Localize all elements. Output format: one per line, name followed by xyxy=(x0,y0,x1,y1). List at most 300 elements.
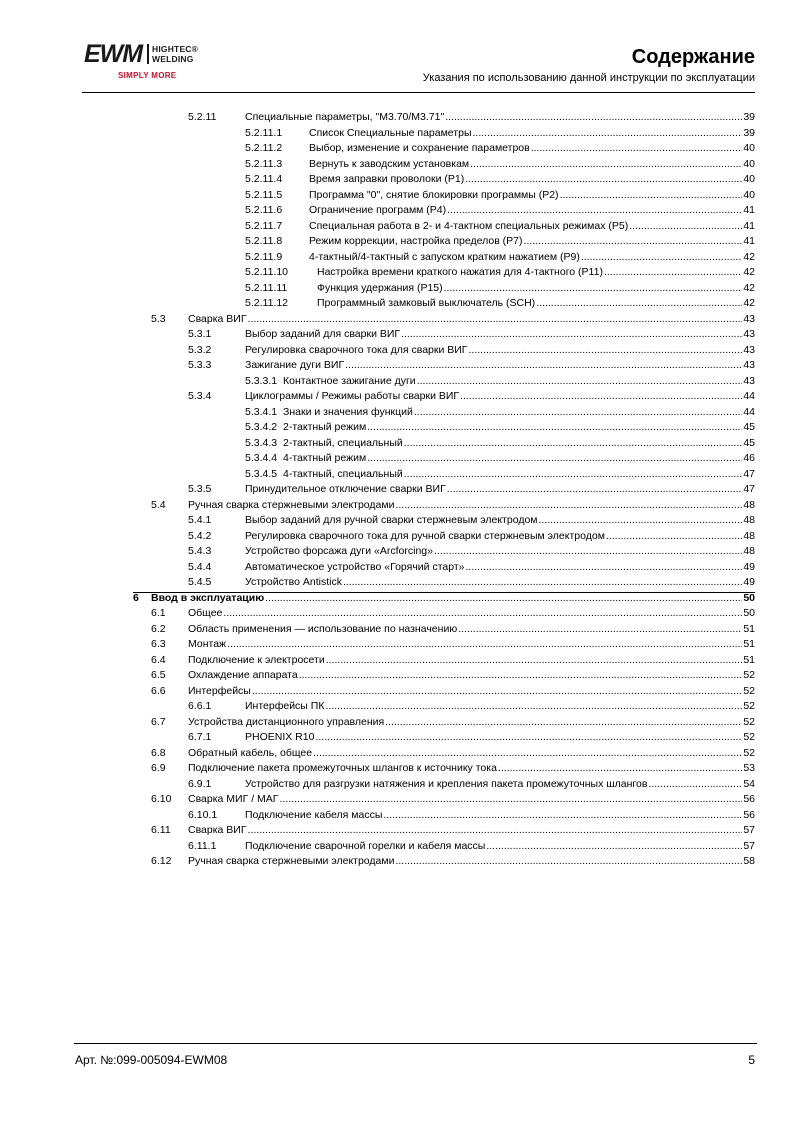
toc-entry-line xyxy=(188,715,755,730)
toc-dot-leader xyxy=(444,281,742,296)
page-number: 5 xyxy=(748,1053,755,1067)
toc-entry-line xyxy=(309,203,755,218)
toc-entry-title[interactable]: Область применения — использование по назначению xyxy=(188,622,458,635)
toc-dot-leader xyxy=(367,451,742,466)
toc-entry-line xyxy=(245,513,755,528)
toc-entry-page: 41 xyxy=(743,219,755,232)
toc-entry[interactable] xyxy=(0,312,793,327)
toc-entry-line xyxy=(245,839,755,854)
toc-entry[interactable] xyxy=(0,343,793,358)
toc-entry-line xyxy=(188,312,755,327)
toc-dot-leader xyxy=(404,467,742,482)
toc-dot-leader xyxy=(404,436,742,451)
toc-entry[interactable] xyxy=(0,250,793,265)
toc-entry-number: 5.2.11.8 xyxy=(245,235,283,247)
toc-entry-page: 48 xyxy=(743,514,755,526)
toc-entry-page: 57 xyxy=(743,824,755,836)
toc-entry-page: 58 xyxy=(743,855,755,867)
toc-entry-line xyxy=(245,389,755,404)
toc-entry[interactable] xyxy=(0,157,793,172)
toc-entry[interactable] xyxy=(0,327,793,342)
toc-entry-page: 42 xyxy=(743,297,755,309)
toc-dot-leader xyxy=(395,854,742,869)
logo-line2: WELDING xyxy=(152,54,194,64)
toc-dot-leader xyxy=(460,389,742,404)
toc-entry-title[interactable]: Общее xyxy=(188,607,223,619)
toc-entry-number: 5.2.11.11 xyxy=(245,281,288,294)
toc-entry-page: 39 xyxy=(743,126,755,139)
toc-entry[interactable] xyxy=(0,606,793,621)
toc-entry-line xyxy=(283,405,755,420)
toc-entry-title[interactable]: Зажигание дуги ВИГ xyxy=(245,359,345,371)
toc-entry-line xyxy=(188,746,755,761)
toc-entry-number: 6.11 xyxy=(151,824,171,836)
toc-entry-number: 5.2.11.6 xyxy=(245,204,283,216)
toc-entry-page: 45 xyxy=(743,421,755,433)
toc-entry-line xyxy=(283,436,755,451)
toc-entry-page: 39 xyxy=(743,111,755,123)
toc-entry-line xyxy=(188,761,755,776)
toc-dot-leader xyxy=(248,823,742,838)
toc-entry-line xyxy=(317,265,755,280)
toc-entry-line xyxy=(245,482,755,497)
toc-entry-number: 5.4 xyxy=(151,498,166,511)
toc-entry[interactable] xyxy=(0,792,793,807)
toc-entry-title[interactable]: Монтаж xyxy=(188,638,227,650)
logo-slogan: SIMPLY MORE xyxy=(118,71,177,80)
toc-entry[interactable] xyxy=(0,172,793,187)
toc-entry-title[interactable]: Сварка МИГ / МАГ xyxy=(188,793,279,805)
toc-entry-page: 49 xyxy=(743,576,755,588)
toc-entry[interactable] xyxy=(0,498,793,513)
toc-entry-title[interactable]: Регулировка сварочного тока для сварки ВИГ xyxy=(245,343,468,356)
toc-dot-leader xyxy=(414,405,742,420)
toc-entry-title[interactable]: Вернуть к заводским установкам xyxy=(309,157,470,170)
toc-entry-number: 5.3.1 xyxy=(188,328,212,340)
toc-entry-title[interactable]: Циклограммы / Режимы работы сварки ВИГ xyxy=(245,390,460,402)
toc-entry-number: 6 xyxy=(133,591,139,604)
toc-entry-line xyxy=(245,808,755,823)
toc-dot-leader xyxy=(343,575,742,590)
toc-entry[interactable] xyxy=(0,715,793,730)
toc-entry-title[interactable]: 4-тактный, специальный xyxy=(283,467,403,480)
toc-entry-line xyxy=(188,823,755,838)
toc-entry-line xyxy=(245,777,755,792)
toc-dot-leader xyxy=(498,761,742,776)
toc-entry-line xyxy=(245,343,755,358)
toc-entry-number: 5.3.5 xyxy=(188,483,212,495)
toc-dot-leader xyxy=(629,219,742,234)
toc-dot-leader xyxy=(531,141,742,156)
toc-entry-page: 40 xyxy=(743,188,755,201)
toc-entry-title[interactable]: Интерфейсы ПК xyxy=(245,700,325,712)
toc-entry-title[interactable]: 4-тактный/4-тактный с запуском кратким нажатием (P9) xyxy=(309,250,580,263)
toc-entry-line xyxy=(309,126,755,141)
toc-dot-leader xyxy=(385,715,742,730)
toc-entry-page: 42 xyxy=(743,281,755,294)
toc-entry-page: 47 xyxy=(743,483,755,495)
toc-entry-number: 5.2.11.10 xyxy=(245,266,289,278)
toc-entry-number: 5.3 xyxy=(151,312,166,325)
toc-entry-title[interactable]: Сварка ВИГ xyxy=(188,824,247,836)
toc-entry-line xyxy=(245,699,755,714)
toc-dot-leader xyxy=(536,296,742,311)
toc-entry-title[interactable]: Устройство Antistick xyxy=(245,576,342,588)
toc-entry-title[interactable]: Выбор заданий для ручной сварки стержневым электродом xyxy=(245,514,538,526)
toc-entry-line xyxy=(245,110,755,125)
toc-entry-title[interactable]: Устройство для разгрузки натяжения и крепления пакета промежуточных шлангов xyxy=(245,777,648,790)
toc-entry-page: 43 xyxy=(743,312,755,325)
toc-entry-page: 50 xyxy=(743,607,755,619)
toc-entry[interactable] xyxy=(0,560,793,575)
page-title: Содержание xyxy=(631,46,755,68)
toc-entry-number: 5.4.4 xyxy=(188,560,212,573)
toc-entry-line xyxy=(283,467,755,482)
toc-dot-leader xyxy=(299,668,742,683)
toc-entry-title[interactable]: Интерфейсы xyxy=(188,684,251,697)
toc-dot-leader xyxy=(466,560,743,575)
logo-divider xyxy=(147,44,149,64)
toc-entry-line xyxy=(188,606,755,621)
toc-entry[interactable] xyxy=(0,436,793,451)
toc-entry[interactable] xyxy=(0,281,793,296)
toc-entry-page: 53 xyxy=(743,762,755,774)
toc-entry-number: 6.1 xyxy=(151,607,166,619)
toc-entry-title[interactable]: Настройка времени краткого нажатия для 4-тактного (P11) xyxy=(317,266,603,278)
toc-entry[interactable] xyxy=(0,823,793,838)
toc-entry[interactable] xyxy=(0,219,793,234)
toc-entry[interactable] xyxy=(0,591,793,606)
toc-entry-page: 44 xyxy=(743,405,755,418)
toc-entry-page: 56 xyxy=(743,808,755,821)
toc-entry-title[interactable]: Подключение к электросети xyxy=(188,653,325,666)
toc-entry[interactable] xyxy=(0,234,793,249)
toc-dot-leader xyxy=(401,327,742,342)
toc-entry[interactable] xyxy=(0,622,793,637)
toc-entry-line xyxy=(309,172,755,187)
toc-entry-number: 5.3.2 xyxy=(188,343,212,356)
toc-dot-leader xyxy=(445,110,742,125)
header-divider xyxy=(82,92,755,93)
toc-entry-title[interactable]: Программа "0", снятие блокировки программы (P2) xyxy=(309,188,559,201)
toc-entry-title[interactable]: Список Специальные параметры xyxy=(309,126,472,139)
toc-entry-line xyxy=(309,188,755,203)
toc-entry-title[interactable]: Режим коррекции, настройка пределов (P7) xyxy=(309,235,523,247)
toc-entry-number: 6.9 xyxy=(151,762,166,774)
toc-entry-page: 50 xyxy=(743,591,755,604)
toc-dot-leader xyxy=(524,234,742,249)
toc-entry-page: 54 xyxy=(743,777,755,790)
toc-dot-leader xyxy=(447,482,742,497)
toc-entry[interactable] xyxy=(0,203,793,218)
toc-dot-leader xyxy=(539,513,742,528)
toc-entry-title[interactable]: Автоматическое устройство «Горячий старт» xyxy=(245,560,465,573)
toc-entry-title[interactable]: Специальные параметры, "M3.70/M3.71" xyxy=(245,111,445,123)
toc-entry-number: 5.3.4 xyxy=(188,390,212,402)
toc-entry-page: 40 xyxy=(743,157,755,170)
toc-entry[interactable] xyxy=(0,265,793,280)
toc-entry-number: 5.4.3 xyxy=(188,545,212,557)
toc-entry-page: 48 xyxy=(743,498,755,511)
toc-entry-number: 5.3.3 xyxy=(188,359,212,371)
toc-entry-title[interactable]: 2-тактный, специальный xyxy=(283,436,403,449)
toc-entry[interactable] xyxy=(0,839,793,854)
toc-entry-title[interactable]: 2-тактный режим xyxy=(283,421,367,433)
toc-entry-page: 57 xyxy=(743,839,755,852)
toc-entry-line xyxy=(188,792,755,807)
toc-entry-title[interactable]: Сварка ВИГ xyxy=(188,312,247,325)
toc-entry[interactable] xyxy=(0,668,793,683)
toc-dot-leader xyxy=(581,250,742,265)
toc-entry-title[interactable]: Время заправки проволоки (P1) xyxy=(309,173,465,185)
toc-entry-title[interactable]: Принудительное отключение сварки ВИГ xyxy=(245,483,446,495)
toc-entry-line xyxy=(309,157,755,172)
toc-entry[interactable] xyxy=(0,141,793,156)
toc-entry-page: 40 xyxy=(743,142,755,154)
toc-entry[interactable] xyxy=(0,684,793,699)
toc-entry-page: 46 xyxy=(743,452,755,464)
toc-dot-leader xyxy=(470,157,742,172)
toc-entry-number: 5.2.11.5 xyxy=(245,188,283,201)
toc-entry-title[interactable]: Регулировка сварочного тока для ручной сварки стержневым электродом xyxy=(245,529,605,542)
page-header xyxy=(82,40,755,92)
toc-dot-leader xyxy=(469,343,743,358)
toc-entry[interactable] xyxy=(0,761,793,776)
toc-dot-leader xyxy=(560,188,742,203)
toc-entry-line xyxy=(317,281,755,296)
toc-entry[interactable] xyxy=(0,482,793,497)
toc-entry-number: 5.2.11.1 xyxy=(245,126,283,139)
toc-entry-number: 6.4 xyxy=(151,653,166,666)
toc-entry-page: 41 xyxy=(743,204,755,216)
toc-entry-page: 45 xyxy=(743,436,755,449)
toc-entry-number: 6.2 xyxy=(151,622,166,635)
toc-entry[interactable] xyxy=(0,374,793,389)
toc-entry[interactable] xyxy=(0,529,793,544)
logo-tagline xyxy=(152,44,198,64)
toc-entry-page: 43 xyxy=(743,374,755,387)
toc-entry-page: 42 xyxy=(743,250,755,263)
toc-entry-page: 48 xyxy=(743,545,755,557)
toc-entry-page: 44 xyxy=(743,390,755,402)
toc-entry-title[interactable]: Выбор заданий для сварки ВИГ xyxy=(245,328,401,340)
toc-entry-number: 5.3.4.3 xyxy=(245,436,278,449)
toc-dot-leader xyxy=(417,374,742,389)
toc-entry-line xyxy=(188,684,755,699)
toc-dot-leader xyxy=(606,529,742,544)
toc-entry[interactable] xyxy=(0,296,793,311)
toc-entry-number: 6.9.1 xyxy=(188,777,212,790)
toc-dot-leader xyxy=(447,203,742,218)
toc-entry-line xyxy=(309,250,755,265)
toc-entry-title[interactable]: Охлаждение аппарата xyxy=(188,669,298,681)
toc-entry-number: 5.2.11.12 xyxy=(245,297,289,309)
toc-entry-line xyxy=(309,141,755,156)
article-number: Арт. №:099-005094-EWM08 xyxy=(75,1053,228,1067)
toc-entry-number: 5.2.11.2 xyxy=(245,142,283,154)
toc-dot-leader xyxy=(604,265,742,280)
toc-entry-number: 6.3 xyxy=(151,638,166,650)
toc-entry-line xyxy=(188,622,755,637)
toc-entry-page: 51 xyxy=(743,638,755,650)
logo-line1: HIGHTEC xyxy=(152,44,192,54)
toc-dot-leader xyxy=(395,498,742,513)
toc-entry-line xyxy=(151,591,755,606)
toc-dot-leader xyxy=(434,544,742,559)
toc-entry-line xyxy=(245,560,755,575)
toc-entry-number: 5.4.5 xyxy=(188,576,212,588)
toc-entry-line xyxy=(317,296,755,311)
toc-dot-leader xyxy=(313,746,742,761)
toc-entry-line xyxy=(245,358,755,373)
toc-entry-number: 6.6 xyxy=(151,684,166,697)
toc-entry-line xyxy=(188,854,755,869)
toc-entry-title[interactable]: Знаки и значения функций xyxy=(283,405,413,418)
toc-entry-line xyxy=(245,730,755,745)
toc-dot-leader xyxy=(367,420,742,435)
toc-entry-page: 43 xyxy=(743,328,755,340)
toc-entry[interactable] xyxy=(0,420,793,435)
toc-entry-line xyxy=(245,327,755,342)
toc-entry-title[interactable]: Устройство форсажа дуги «Arcforcing» xyxy=(245,545,433,557)
toc-entry[interactable] xyxy=(0,513,793,528)
toc-entry-page: 56 xyxy=(743,793,755,805)
toc-entry-page: 52 xyxy=(743,731,755,743)
toc-entry-number: 6.7 xyxy=(151,715,166,728)
toc-dot-leader xyxy=(265,591,742,606)
toc-entry[interactable] xyxy=(0,854,793,869)
toc-entry[interactable] xyxy=(0,808,793,823)
toc-dot-leader xyxy=(223,606,742,621)
toc-entry-number: 5.3.3.1 xyxy=(245,374,278,387)
footer-divider xyxy=(74,1043,757,1044)
toc-entry[interactable] xyxy=(0,730,793,745)
toc-entry-page: 52 xyxy=(743,684,755,697)
toc-entry-title[interactable]: Устройства дистанционного управления xyxy=(188,715,385,728)
toc-entry-number: 5.3.4.5 xyxy=(245,467,278,480)
toc-entry-page: 40 xyxy=(743,173,755,185)
toc-entry-number: 6.8 xyxy=(151,746,166,759)
toc-entry-title[interactable]: Ручная сварка стержневыми электродами xyxy=(188,498,395,511)
toc-entry-number: 6.5 xyxy=(151,669,166,681)
toc-entry-line xyxy=(188,653,755,668)
toc-entry-number: 5.3.4.2 xyxy=(245,421,278,433)
toc-entry-page: 52 xyxy=(743,715,755,728)
toc-entry[interactable] xyxy=(0,653,793,668)
toc-entry-title[interactable]: Функция удержания (P15) xyxy=(317,281,443,294)
toc-entry-line xyxy=(309,234,755,249)
toc-entry-number: 5.2.11.9 xyxy=(245,250,283,263)
toc-entry-title[interactable]: Специальная работа в 2- и 4-тактном специальных режимах (P5) xyxy=(309,219,629,232)
toc-entry-title[interactable]: Подключение сварочной горелки и кабеля массы xyxy=(245,839,486,852)
toc-entry-title[interactable]: 4-тактный режим xyxy=(283,452,367,464)
toc-entry-number: 5.3.4.4 xyxy=(245,452,278,464)
toc-entry[interactable] xyxy=(0,358,793,373)
toc-dot-leader xyxy=(326,653,742,668)
toc-dot-leader xyxy=(248,312,742,327)
toc-entry-line xyxy=(245,544,755,559)
toc-entry-page: 43 xyxy=(743,343,755,356)
toc-entry-title[interactable]: Подключение кабеля массы xyxy=(245,808,383,821)
toc-entry-title[interactable]: Контактное зажигание дуги xyxy=(283,374,416,387)
toc-entry-page: 47 xyxy=(743,467,755,480)
toc-entry[interactable] xyxy=(0,544,793,559)
toc-entry-line xyxy=(309,219,755,234)
toc-dot-leader xyxy=(648,777,742,792)
toc-entry-page: 41 xyxy=(743,235,755,247)
toc-dot-leader xyxy=(465,172,742,187)
toc-entry-number: 6.10.1 xyxy=(188,808,218,821)
toc-entry-number: 5.4.1 xyxy=(188,514,212,526)
toc-entry-title[interactable]: Программный замковый выключатель (SCH) xyxy=(317,297,536,309)
toc-entry-number: 6.7.1 xyxy=(188,731,212,743)
toc-entry-line xyxy=(245,529,755,544)
toc-entry[interactable] xyxy=(0,777,793,792)
toc-entry-page: 49 xyxy=(743,560,755,573)
toc-dot-leader xyxy=(458,622,742,637)
toc-entry[interactable] xyxy=(0,575,793,590)
toc-entry[interactable] xyxy=(0,746,793,761)
toc-dot-leader xyxy=(227,637,742,652)
toc-entry-title[interactable]: Ограничение программ (P4) xyxy=(309,204,447,216)
toc-entry-title[interactable]: Ввод в эксплуатацию xyxy=(151,591,265,604)
toc-entry-number: 5.2.11.4 xyxy=(245,173,283,185)
toc-entry-number: 6.12 xyxy=(151,855,172,867)
toc-entry-title[interactable]: Подключение пакета промежуточных шлангов к источнику тока xyxy=(188,762,497,774)
toc-dot-leader xyxy=(383,808,742,823)
toc-entry[interactable] xyxy=(0,637,793,652)
toc-dot-leader xyxy=(315,730,742,745)
toc-entry-line xyxy=(283,451,755,466)
toc-entry[interactable] xyxy=(0,451,793,466)
toc-entry[interactable] xyxy=(0,467,793,482)
toc-entry-page: 52 xyxy=(743,746,755,759)
toc-entry[interactable] xyxy=(0,405,793,420)
toc-entry-number: 5.2.11.7 xyxy=(245,219,283,232)
toc-entry-title[interactable]: Обратный кабель, общее xyxy=(188,746,313,759)
toc-entry[interactable] xyxy=(0,110,793,125)
toc-dot-leader xyxy=(345,358,742,373)
toc-entry-page: 42 xyxy=(743,266,755,278)
toc-entry-page: 52 xyxy=(743,669,755,681)
toc-dot-leader xyxy=(325,699,742,714)
toc-entry-title[interactable]: Ручная сварка стержневыми электродами xyxy=(188,855,395,867)
toc-entry-page: 51 xyxy=(743,653,755,666)
toc-entry-title[interactable]: Выбор, изменение и сохранение параметров xyxy=(309,142,530,154)
toc-entry-number: 5.2.11.3 xyxy=(245,157,283,170)
page-subtitle: Указания по использованию данной инструкции по эксплуатации xyxy=(422,72,755,84)
toc-entry[interactable] xyxy=(0,126,793,141)
toc-entry-line xyxy=(188,668,755,683)
toc-entry[interactable] xyxy=(0,188,793,203)
toc-entry[interactable] xyxy=(0,389,793,404)
toc-entry[interactable] xyxy=(0,699,793,714)
toc-entry-line xyxy=(283,420,755,435)
toc-entry-number: 6.11.1 xyxy=(188,839,217,852)
toc-entry-title[interactable]: PHOENIX R10 xyxy=(245,731,315,743)
toc-entry-line xyxy=(245,575,755,590)
toc-entry-page: 51 xyxy=(743,622,755,635)
toc-dot-leader xyxy=(473,126,743,141)
toc-entry-line xyxy=(188,637,755,652)
ewm-logo xyxy=(82,40,202,84)
logo-brand: EWM xyxy=(84,40,143,68)
toc-entry-line xyxy=(283,374,755,389)
toc-dot-leader xyxy=(486,839,742,854)
toc-entry-page: 48 xyxy=(743,529,755,542)
toc-entry-number: 6.10 xyxy=(151,793,172,805)
toc-entry-number: 5.2.11 xyxy=(188,111,217,123)
